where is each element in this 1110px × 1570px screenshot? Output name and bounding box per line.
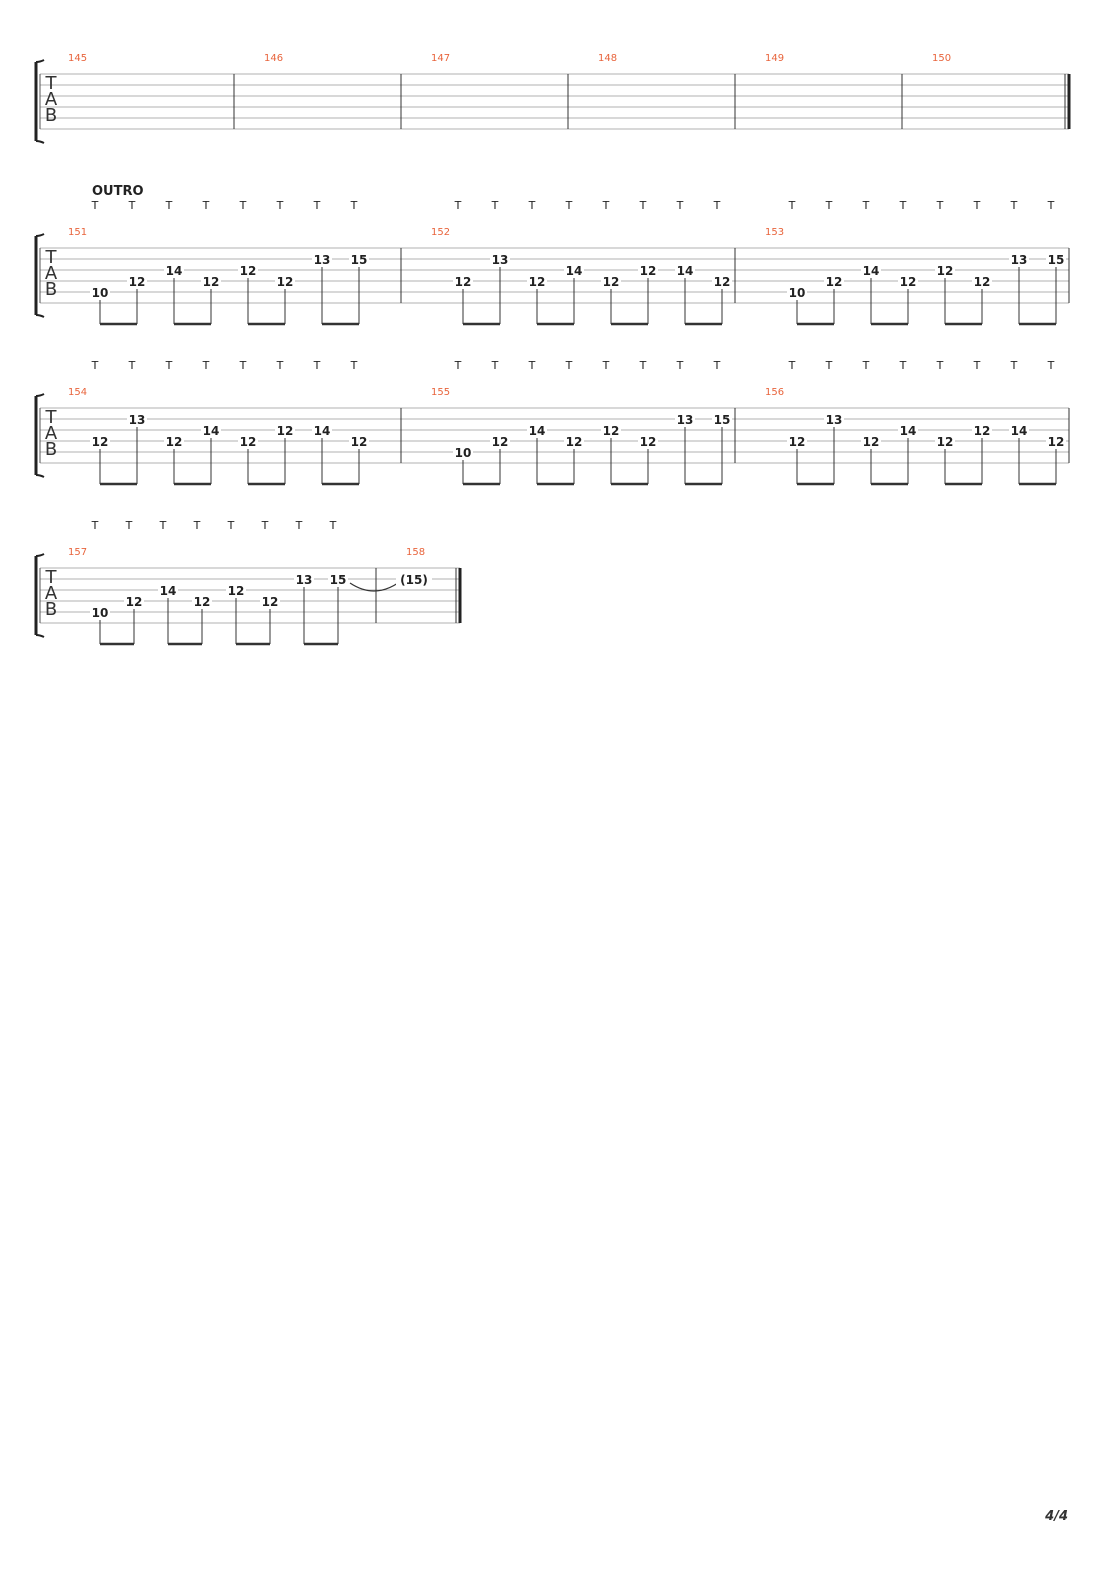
tab-clef-letter: B — [44, 105, 58, 126]
bracket-top-hook — [36, 234, 44, 236]
section-marker: OUTRO — [92, 184, 144, 199]
tap-marker: T — [862, 199, 870, 212]
fret-number: 14 — [313, 424, 331, 438]
bracket-top-hook — [36, 394, 44, 396]
tap-marker: T — [91, 199, 99, 212]
tap-marker: T — [1010, 199, 1018, 212]
fret-number: 12 — [202, 275, 220, 289]
fret-number: 12 — [528, 275, 546, 289]
tap-marker: T — [193, 519, 201, 532]
tap-marker: T — [261, 519, 269, 532]
tap-marker: T — [227, 519, 235, 532]
tab-system-1 — [36, 53, 1069, 143]
tap-marker: T — [295, 519, 303, 532]
tap-marker: T — [973, 199, 981, 212]
measure-number: 157 — [68, 547, 88, 558]
fret-number: 12 — [261, 595, 279, 609]
bracket-bottom-hook — [36, 475, 44, 477]
measure-number: 147 — [431, 53, 451, 64]
tap-marker: T — [676, 199, 684, 212]
tap-marker: T — [313, 199, 321, 212]
fret-number: 12 — [899, 275, 917, 289]
fret-number: 13 — [295, 573, 313, 587]
measure-number: 153 — [765, 227, 785, 238]
measure-number: 150 — [932, 53, 952, 64]
tab-clef-letter: T — [45, 247, 57, 268]
fret-number: 12 — [128, 275, 146, 289]
fret-number: 12 — [350, 435, 368, 449]
fret-number: 12 — [454, 275, 472, 289]
fret-number: 15 — [350, 253, 368, 267]
tap-marker: T — [1010, 359, 1018, 372]
measure-number: 148 — [598, 53, 618, 64]
tap-marker: T — [602, 199, 610, 212]
bracket-top-hook — [36, 60, 44, 62]
tap-marker: T — [936, 359, 944, 372]
tap-marker: T — [91, 519, 99, 532]
tap-marker: T — [862, 359, 870, 372]
bracket-bottom-hook — [36, 315, 44, 317]
tap-marker: T — [125, 519, 133, 532]
fret-number: 12 — [602, 424, 620, 438]
tap-marker: T — [565, 359, 573, 372]
fret-number: 12 — [1047, 435, 1065, 449]
tap-marker: T — [313, 359, 321, 372]
fret-number: 15 — [713, 413, 731, 427]
fret-number: 12 — [565, 435, 583, 449]
tap-marker: T — [1047, 359, 1055, 372]
measure-number: 149 — [765, 53, 785, 64]
tab-clef-letter: B — [44, 439, 58, 460]
fret-number: 10 — [91, 606, 109, 620]
tap-marker: T — [128, 359, 136, 372]
tap-marker: T — [602, 359, 610, 372]
measure-number: 145 — [68, 53, 88, 64]
tab-clef-letter: A — [44, 263, 58, 284]
tap-marker: T — [454, 199, 462, 212]
fret-number: 12 — [713, 275, 731, 289]
measure-number: 155 — [431, 387, 451, 398]
fret-number: 13 — [313, 253, 331, 267]
tap-marker: T — [239, 359, 247, 372]
fret-number: 12 — [973, 424, 991, 438]
fret-number: 13 — [491, 253, 509, 267]
fret-number: 12 — [239, 264, 257, 278]
fret-number: 10 — [91, 286, 109, 300]
tap-marker: T — [788, 359, 796, 372]
tab-clef-letter: B — [44, 279, 58, 300]
fret-number: 13 — [1010, 253, 1028, 267]
fret-number: 12 — [602, 275, 620, 289]
tap-marker: T — [713, 359, 721, 372]
fret-number: 12 — [276, 424, 294, 438]
fret-number: 15 — [1047, 253, 1065, 267]
tap-marker: T — [159, 519, 167, 532]
measure-number: 158 — [406, 547, 426, 558]
bracket-bottom-hook — [36, 141, 44, 143]
fret-number: 15 — [329, 573, 347, 587]
fret-number: 14 — [202, 424, 220, 438]
tap-marker: T — [454, 359, 462, 372]
tap-marker: T — [639, 359, 647, 372]
tab-clef-letter: B — [44, 599, 58, 620]
tap-marker: T — [350, 199, 358, 212]
fret-number: 14 — [165, 264, 183, 278]
tap-marker: T — [639, 199, 647, 212]
fret-number: 12 — [973, 275, 991, 289]
tap-marker: T — [676, 359, 684, 372]
measure-number: 156 — [765, 387, 785, 398]
tap-marker: T — [713, 199, 721, 212]
tap-marker: T — [899, 199, 907, 212]
tap-marker: T — [329, 519, 337, 532]
tap-marker: T — [491, 199, 499, 212]
tap-marker: T — [165, 199, 173, 212]
fret-number: 14 — [159, 584, 177, 598]
tap-marker: T — [202, 199, 210, 212]
tap-marker: T — [491, 359, 499, 372]
tap-marker: T — [936, 199, 944, 212]
fret-number: 14 — [676, 264, 694, 278]
tab-system-2 — [36, 184, 1069, 324]
fret-number: 14 — [1010, 424, 1028, 438]
fret-number: 12 — [276, 275, 294, 289]
fret-number: 13 — [825, 413, 843, 427]
fret-number: 12 — [91, 435, 109, 449]
bracket-bottom-hook — [36, 635, 44, 637]
fret-number: 12 — [788, 435, 806, 449]
fret-number: 12 — [239, 435, 257, 449]
measure-number: 154 — [68, 387, 88, 398]
tab-clef-letter: T — [45, 567, 57, 588]
tap-marker: T — [202, 359, 210, 372]
tap-marker: T — [528, 359, 536, 372]
tap-marker: T — [825, 359, 833, 372]
fret-number: (15) — [400, 573, 428, 587]
fret-number: 12 — [227, 584, 245, 598]
tab-clef-letter: T — [45, 407, 57, 428]
tap-marker: T — [528, 199, 536, 212]
fret-number: 10 — [454, 446, 472, 460]
bracket-top-hook — [36, 554, 44, 556]
tab-clef-letter: A — [44, 423, 58, 444]
tap-marker: T — [565, 199, 573, 212]
fret-number: 14 — [862, 264, 880, 278]
fret-number: 12 — [491, 435, 509, 449]
fret-number: 12 — [193, 595, 211, 609]
fret-number: 12 — [936, 435, 954, 449]
tap-marker: T — [128, 199, 136, 212]
tap-marker: T — [788, 199, 796, 212]
fret-number: 12 — [639, 435, 657, 449]
tap-marker: T — [899, 359, 907, 372]
fret-number: 14 — [565, 264, 583, 278]
tap-marker: T — [276, 359, 284, 372]
measure-number: 146 — [264, 53, 284, 64]
fret-number: 10 — [788, 286, 806, 300]
fret-number: 12 — [862, 435, 880, 449]
page-number: 4/4 — [1045, 1509, 1068, 1524]
fret-number: 12 — [125, 595, 143, 609]
fret-number: 13 — [676, 413, 694, 427]
tap-marker: T — [165, 359, 173, 372]
fret-number: 14 — [899, 424, 917, 438]
tab-clef-letter: T — [45, 73, 57, 94]
tab-clef-letter: A — [44, 583, 58, 604]
fret-number: 14 — [528, 424, 546, 438]
tab-clef-letter: A — [44, 89, 58, 110]
fret-number: 12 — [825, 275, 843, 289]
tap-marker: T — [1047, 199, 1055, 212]
measure-number: 152 — [431, 227, 451, 238]
tap-marker: T — [91, 359, 99, 372]
tap-marker: T — [276, 199, 284, 212]
tab-system-4 — [36, 519, 460, 644]
fret-number: 12 — [165, 435, 183, 449]
tap-marker: T — [825, 199, 833, 212]
fret-number: 13 — [128, 413, 146, 427]
tap-marker: T — [239, 199, 247, 212]
tab-system-3 — [36, 359, 1069, 484]
fret-number: 12 — [936, 264, 954, 278]
measure-number: 151 — [68, 227, 88, 238]
fret-number: 12 — [639, 264, 657, 278]
tap-marker: T — [973, 359, 981, 372]
tap-marker: T — [350, 359, 358, 372]
